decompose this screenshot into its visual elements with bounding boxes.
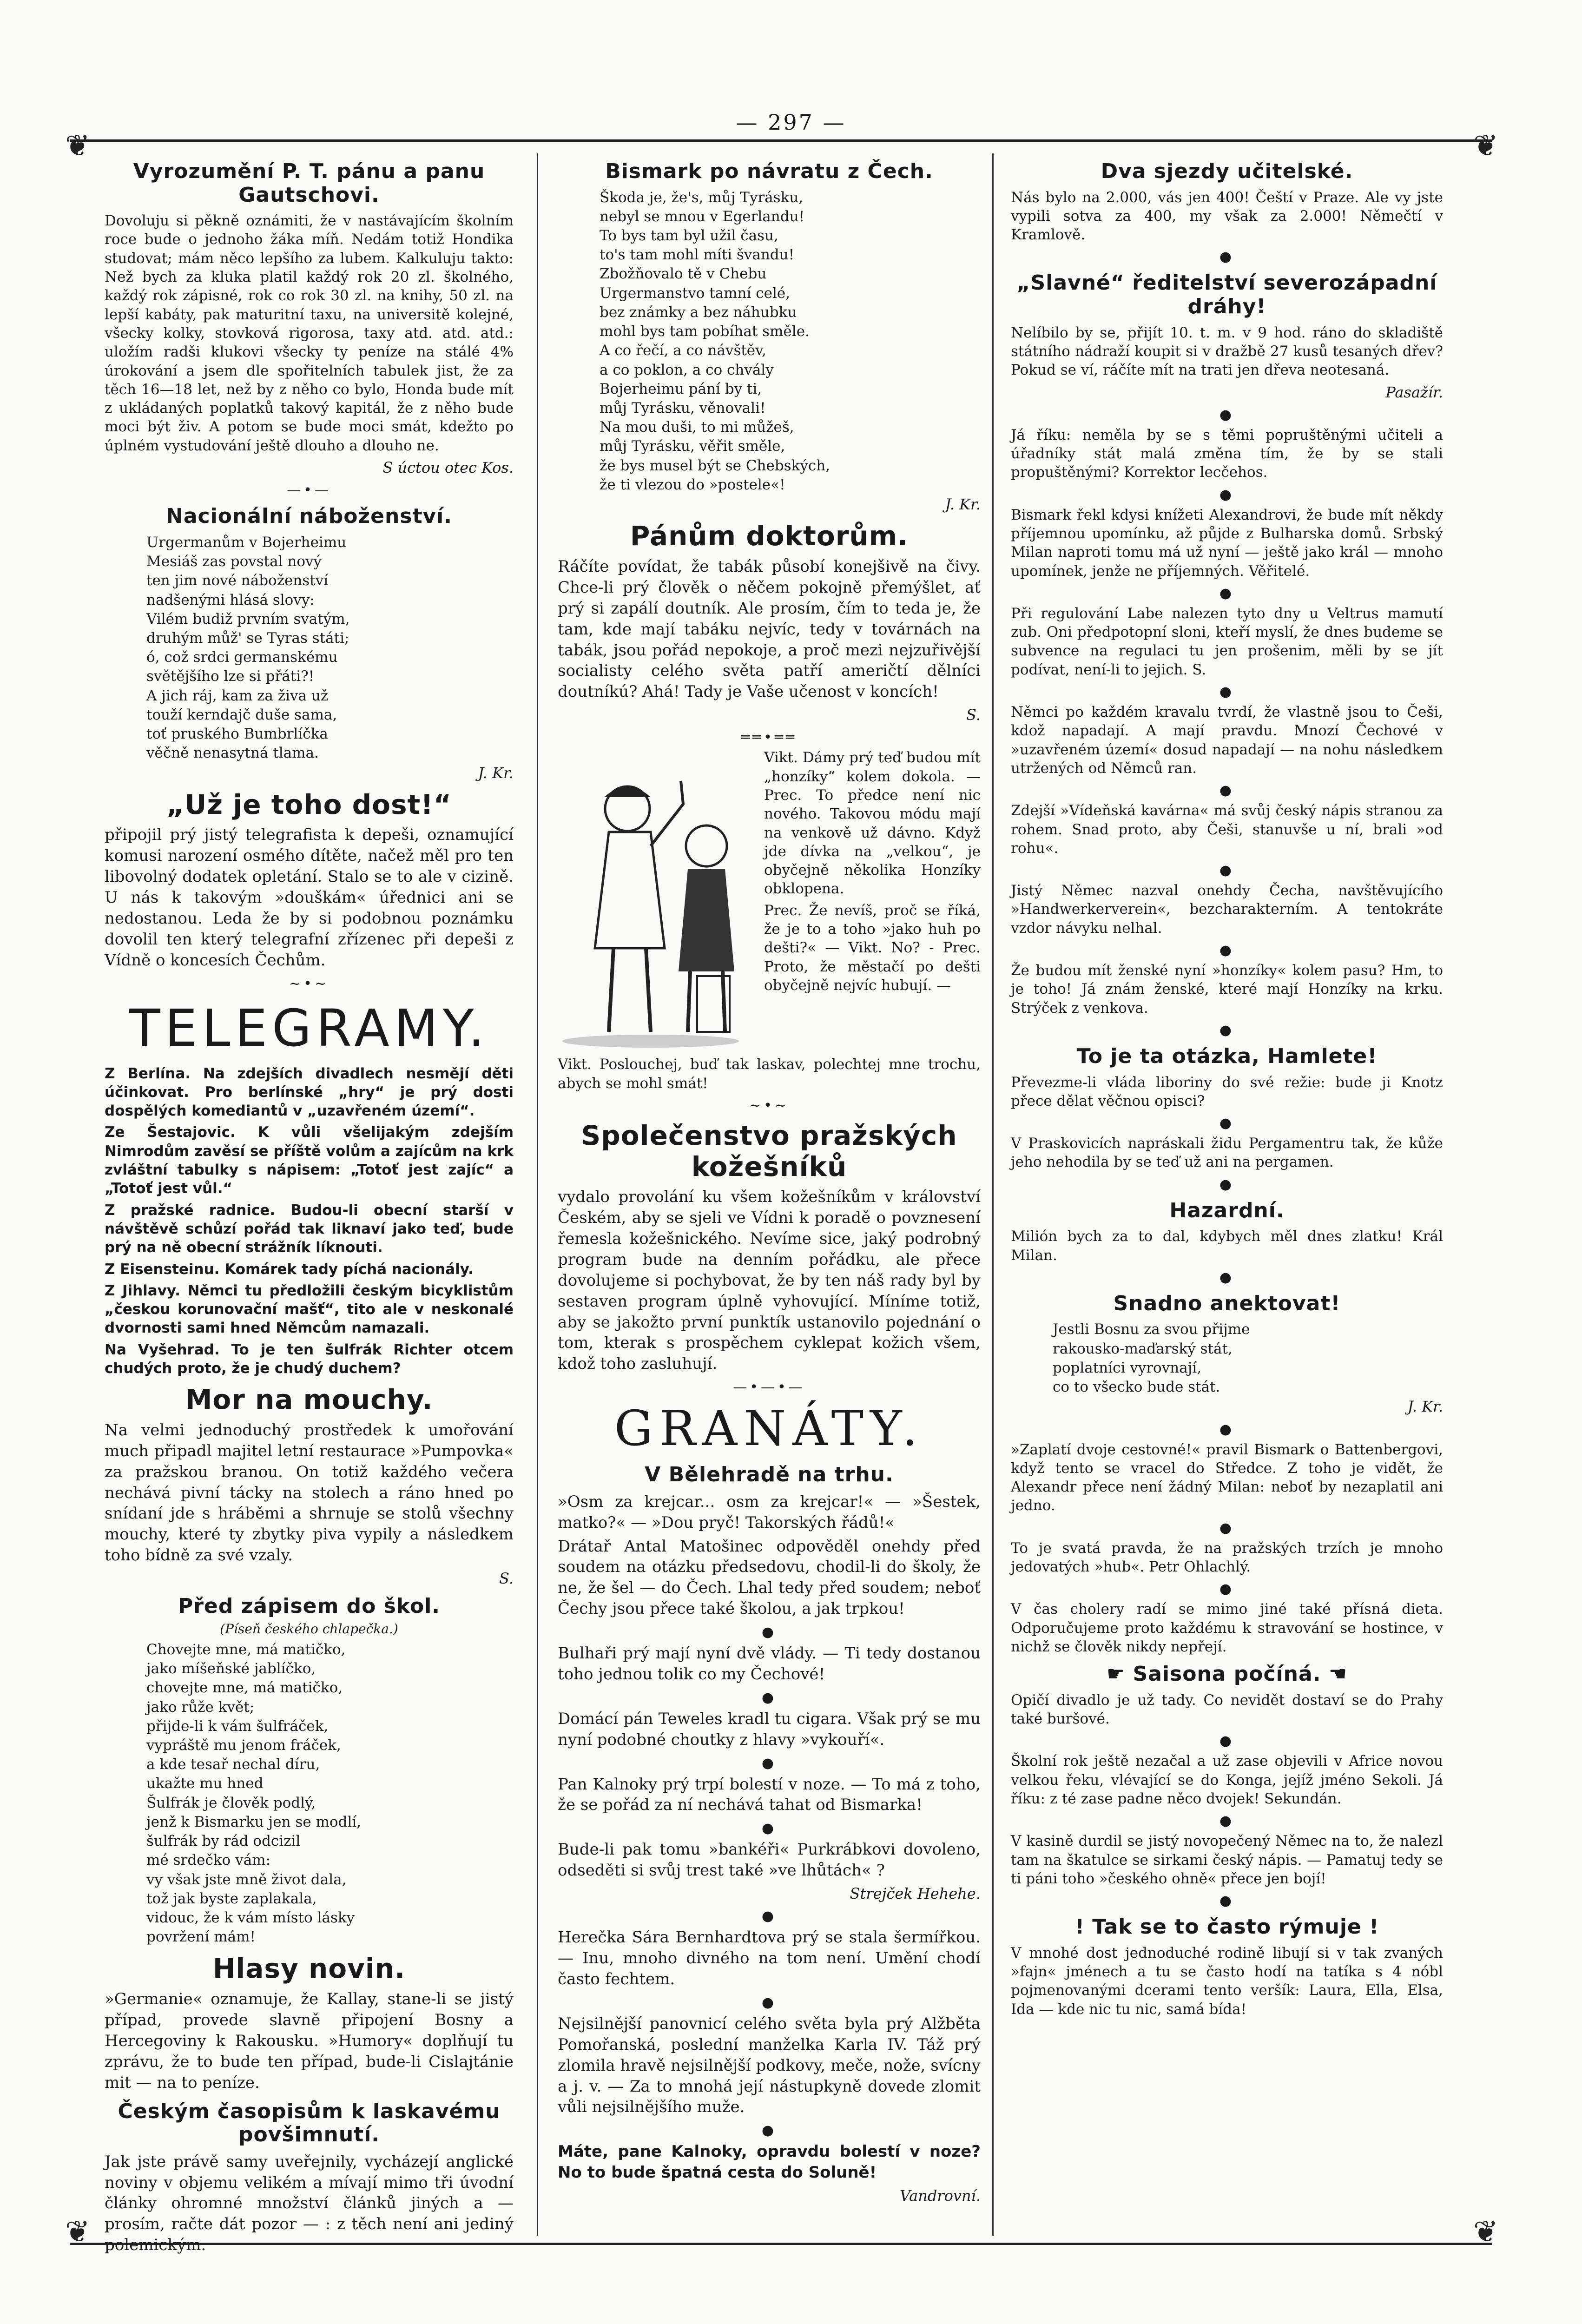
article-signature: S. xyxy=(499,1570,514,1588)
poem xyxy=(105,533,514,763)
cartoon-men-icon xyxy=(558,753,753,1050)
article-text: vydalo provolání ku všem kožešníkům v království Českém, aby se sjeli ve Vídni k poradě o povznesení řemesla kožešnického. Nevíme sice, jaký podrobný program bude na denním pořádku, ale přece dovolujeme si pochybovat, že by ten náš rady byl by sestaven program úplně vyhovující. Míníme totiž, aby se jakožto první punktík ustanovilo pojednání o tom, kterak s prospěchem cyklepat kožich všem, kdož toho zasluhují. xyxy=(558,1188,981,1373)
poem-line: co to všecko bude stát. xyxy=(1053,1379,1220,1396)
article-text: Drátař Antal Matošinec odpověděl onehdy před soudem na otázku předsedovu, chodil-li do školy, že ne, že šel — do Čech. Lhal tedy před soudem; neboť Čechy jsou přece také školou, a jak trpkou! xyxy=(558,1537,981,1618)
poem-line: že ti vlezou do »postele«! xyxy=(600,476,785,493)
bomb-icon: ● xyxy=(1219,862,1235,879)
bomb-icon: ● xyxy=(761,1908,777,1925)
poem-line: vidouc, že k vám místo lásky xyxy=(146,1909,355,1926)
article-text: V kasině durdil se jistý novopečený Němec na to, že nalezl tam na škatulce se sirkami český nápis. — Pamatuj tedy se ti páni toho »českého ohně« přece jen bojí! xyxy=(1011,1833,1443,1887)
bomb-icon: ● xyxy=(1219,1733,1235,1750)
poem-line: mohl bys tam pobíhat směle. xyxy=(600,323,810,340)
bomb-icon: ● xyxy=(1219,1115,1235,1132)
telegram-item: Ze Šestajovic. K vůli všelijakým zdejším Nimrodům zavěsí se příště volům a zajícům na krk zvláštní tabulky s nápisem: „Totoť jest zajíc“ a „Totoť jest vůl.“ xyxy=(105,1124,514,1197)
bomb-icon: ● xyxy=(1219,1581,1235,1598)
divider-ornament-icon: ~•~ xyxy=(749,1097,789,1114)
telegram-item: Z Eisensteinu. Komárek tady píchá nacionály. xyxy=(105,1261,474,1278)
corner-ornament-icon: ❦ xyxy=(65,2215,90,2249)
poem-line: Mesiáš zas povstal nový xyxy=(146,553,322,570)
article-text: Já říku: neměla by se s těmi popruštěnými učiteli a úřadníky stát malá změna tím, že by se stali propuštěnými? Korrektor lecčehos. xyxy=(1011,426,1443,481)
bomb-icon: ● xyxy=(1219,1421,1235,1438)
article-signature: J. Kr. xyxy=(1407,1398,1443,1416)
article-title: Vyrozumění P. T. pánu a panu Gautschovi. xyxy=(133,159,485,207)
article-text: Jistý Němec nazval onehdy Čecha, navštěvujícího »Handwerkerverein«, bezcharakterním. A tentokráte vzdor návyku nelhal. xyxy=(1011,882,1443,937)
poem-line: Urgermanstvo tamní celé, xyxy=(600,284,791,302)
poem-line: Chovejte mne, má matičko, xyxy=(146,1641,346,1658)
bomb-icon: ● xyxy=(1219,942,1235,959)
article-text: Bude-li pak tomu »bankéři« Purkrábkovi dovoleno, odseděti si svůj trest také »ve lhůtách« ? xyxy=(558,1840,981,1880)
article-text: Němci po každém kravalu tvrdí, že vlastně jsou to Češi, kdož napadají. A mají pravdu. Mnozí Čechové v »uzavřeném území« dosud napadají — na nohu následkem utržených od Němců ran. xyxy=(1011,704,1443,777)
poem-line: věčně nenasytná tlama. xyxy=(146,745,319,762)
column-rule xyxy=(992,153,994,2236)
poem-line: bez známky a bez náhubku xyxy=(600,304,797,321)
dialogue-text: Vikt. Poslouchej, buď tak laskav, polechtej mne trochu, abych se mohl smát! xyxy=(558,1056,981,1092)
bomb-icon: ● xyxy=(1219,1519,1235,1536)
article-title: Společenstvo pražských kožešníků xyxy=(581,1119,957,1182)
bomb-icon: ● xyxy=(1219,1176,1235,1193)
article-text: »Germanie« oznamuje, že Kallay, stane-li se jistý případ, provede slavně připojení Bosny a Hercegoviny k Rakousku. »Humory« doplňují tu zprávu, že to bude ten případ, bude-li Cislajtánie mit — na to peníze. xyxy=(105,1990,514,2092)
poem-line: A co řečí, a co návštěv, xyxy=(600,342,766,359)
article-title xyxy=(1011,1663,1443,1686)
article-text: Domácí pán Teweles kradl tu cigara. Však prý se mu nyní podobné choutky z hlavy »vykouří«. xyxy=(558,1709,981,1749)
poem-line: a co poklon, a co chvály xyxy=(600,361,774,378)
article-title: Hazardní. xyxy=(1169,1198,1285,1222)
dialogue-text: Prec. Že nevíš, proč se říká, že je to a toho »jako huh po dešti?« — Vikt. No? - Prec. Proto, že městačí po dešti obyčejně nejvíc hubují. — xyxy=(764,902,981,994)
poem-line: Na mou duši, to mi můžeš, xyxy=(600,419,794,436)
poem-line: šulfrák by rád odcizil xyxy=(146,1833,301,1850)
poem-line: jako míšeňské jablíčko, xyxy=(146,1660,316,1677)
bomb-icon: ● xyxy=(1219,585,1235,601)
article-text: Pan Kalnoky prý trpí bolestí v noze. — To má z toho, že se pořád za ní nechává tahat od Bismarka! xyxy=(558,1775,981,1815)
article-title: Dva sjezdy učitelské. xyxy=(1101,159,1353,183)
bomb-icon: ● xyxy=(1219,486,1235,503)
bomb-icon: ● xyxy=(1219,1022,1235,1038)
bomb-icon: ● xyxy=(1219,1893,1235,1909)
article-signature: Strejček Hehehe. xyxy=(850,1885,981,1903)
article-text: Máte, pane Kalnoky, opravdu bolestí v noze? No to bude špatná cesta do Soluně! xyxy=(558,2142,981,2182)
poem-line: ó, což srdci germanskému xyxy=(146,649,338,666)
poem xyxy=(558,188,981,495)
article-text: Dovoluju si pěkně oznámiti, že v nastávajícím školním roce bude o jednoho žáka míň. Nedám totiž Hondika studovat; mám něco lepšího za lubem. Kalkuluju takto: Než bych za kluka platil každý rok 20 zl. školného, každý rok zápisné, rok co rok 30 zl. na knihy, 50 zl. na lepší kabáty, pak maturitní taxu, na universitě kolejné, všecky kolky, stovková rigorosa, taxy atd. atd. atd.: uložím radši klukovi všecky ty peníze na stálé 4% úrokování a jsem dle spořitelních tabulek jist, že za těch 16—18 let, než by z něho co bylo, Honda bude mít z ukládaných poplatků takový kapitál, že z něho bude moci být živ. A potom se bude moci smát, kdežto po úplném vystudování ještě dlouho a dlouho ne. xyxy=(105,212,514,454)
bomb-icon: ● xyxy=(1219,782,1235,799)
article-text: Herečka Sára Bernhardtova prý se stala šermířkou. — Inu, mnoho divného na tom není. Umění chodí často fechtem. xyxy=(558,1928,981,1989)
article-title: Českým časopisům k laskavému povšimnutí. xyxy=(118,2099,501,2147)
article-text: Ráčíte povídat, že tabák působí konejšivě na čivy. Chce-li prý člověk o něčem pokojně přemýšlet, ať prý si zapálí doutník. Ale prosím, čím to teda je, že tam, kde mají tabáku nejvíc, tedy v továrnách na tabák, jsou pořád nepokoje, a proč mezi nejzuřivější socialisty celého světa patří američtí dělníci doutníkú? Ahá! Tady je Vaše učenost v koncích! xyxy=(558,557,981,701)
article-signature: J. Kr. xyxy=(478,764,514,782)
dialogue-text: Vikt. Dámy prý teď budou mít „honzíky“ kolem dokola. — Prec. To předce není nic nového. Takovou módu mají na venkově už dávno. Když jde dívka na „velkou“, je obyčejně několika Honzíky obklopena. xyxy=(764,749,981,898)
poem xyxy=(1011,1320,1443,1397)
column-3 xyxy=(1011,153,1443,2233)
divider-ornament-icon: ══•══ xyxy=(741,729,797,746)
poem-line: Urgermanům v Bojerheimu xyxy=(146,534,347,551)
corner-ornament-icon: ❦ xyxy=(1473,129,1498,163)
poem-line: toť pruského Bumbrlíčka xyxy=(146,726,328,743)
article-text: V Praskovicích napráskali židu Pergamentru tak, že kůže jeho nehodila by se teď už ani na pergamen. xyxy=(1011,1135,1443,1171)
section-title: TELEGRAMY. xyxy=(129,998,489,1058)
article-title: Snadno anektovat! xyxy=(1113,1291,1341,1315)
article-text: »Osm za krejcar... osm za krejcar!« — »Šestek, matko?« — »Dou pryč! Takorských řádů!« xyxy=(558,1492,981,1532)
poem-line: světějšího lze si přáti?! xyxy=(146,668,315,685)
bomb-icon: ● xyxy=(1219,249,1235,265)
poem-line: Jestli Bosnu za svou přijme xyxy=(1053,1321,1250,1338)
article-title: V Bělehradě na trhu. xyxy=(645,1463,894,1487)
bomb-icon: ● xyxy=(761,1755,777,1771)
article-text: To je svatá pravda, že na pražských trzích je mnoho jedovatých »hub«. Petr Ohlachlý. xyxy=(1011,1539,1443,1576)
poem-line: mé srdečko vám: xyxy=(146,1852,271,1869)
divider-ornament-icon: ~•~ xyxy=(289,975,329,992)
telegram-item: Z Berlína. Na zdejších divadlech nesmějí děti účinkovat. Pro berlínské „hry“ je prý dosti dospělých komediantů v „uzavřeném území“. xyxy=(105,1065,514,1120)
poem-line: Vilém budiž prvním svatým, xyxy=(146,610,350,627)
poem-line: můj Tyrásku, věřit směle, xyxy=(600,438,785,455)
poem-line: přijde-li k vám šulfráček, xyxy=(146,1717,329,1735)
article-text: Zdejší »Vídeňská kavárna« má svůj český nápis stranou za rohem. Snad proto, aby Češi, stanuvše u ní, brali »od rohu«. xyxy=(1011,802,1443,857)
article-text: Nás bylo na 2.000, vás jen 400! Čeští v Praze. Ale vy jste vypili sotva za 400, my však za 2.000! Němečtí v Kramlově. xyxy=(1011,189,1443,244)
article-text: Bismark řekl kdysi knížeti Alexandrovi, že bude mít někdy příjemnou upomínku, až půjde z Bulharska domů. Srbský Milan naproti tomu má už nyní — ještě jako král — mnoho upomínek, jenže ne příjemných. Věřitelé. xyxy=(1011,506,1443,580)
article-text: Opičí divadlo je už tady. Co nevidět dostaví se do Prahy také buršové. xyxy=(1011,1691,1443,1728)
article-title: Bismark po návratu z Čech. xyxy=(605,159,933,183)
bomb-icon: ● xyxy=(761,1624,777,1641)
article-text: Nelíbilo by se, přijít 10. t. m. v 9 hod. ráno do skladiště státního nádraží koupit si v dražbě 27 kusů tesaných dřev? Pokud se ví, ráčíte mít na trati jen dřeva neotesaná. xyxy=(1011,324,1443,379)
poem-line: vypráště mu jenom fráček, xyxy=(146,1737,341,1754)
article-title: Nacionální náboženství. xyxy=(166,504,452,528)
divider-ornament-icon: —•— xyxy=(287,482,331,499)
article-text: Bulhaři prý mají nyní dvě vlády. — Ti tedy dostanou toho jednou tolik co my Čechové! xyxy=(558,1644,981,1684)
article-title: Pánům doktorům. xyxy=(630,520,909,552)
telegram-item: Na Vyšehrad. To je ten šulfrák Richter otcem chudých proto, že je chudý duchem? xyxy=(105,1341,514,1377)
page-number: — 297 — xyxy=(736,110,846,135)
bomb-icon: ● xyxy=(1219,684,1235,700)
article-title-text: Saisona počíná. xyxy=(1133,1662,1321,1686)
article-text: Nejsilnější panovnicí celého světa byla prý Alžběta Pomořanská, poslední manželka Karla IV. Táž prý zlomila hravě nejsilnější podkovy, meče, nože, svícny a j. v. — Za to mnohá její nástupkyně dovede zlomit vůli nejsilnějšího muže. xyxy=(558,2014,981,2117)
poem-line: ten jim nové náboženství xyxy=(146,572,329,589)
article-text: Milión bych za to dal, kdybych měl dnes zlatku! Král Milan. xyxy=(1011,1228,1443,1264)
poem-line: vy však jste mně život dala, xyxy=(146,1871,347,1888)
article-title: To je ta otázka, Hamlete! xyxy=(1076,1044,1378,1068)
bomb-icon: ● xyxy=(761,2122,777,2139)
telegram-item: Z Jihlavy. Němci tu předložili českým bicyklistům „českou korunovační mašť“, tito ale v neskonalé dvornosti sami hned Němcům namazali. xyxy=(105,1282,514,1337)
column-1 xyxy=(105,153,514,2255)
bomb-icon: ● xyxy=(761,1820,777,1837)
poem-line: můj Tyrásku, věnovali! xyxy=(600,400,766,416)
article-text: Jak jste právě samy uveřejnily, vycházejí anglické noviny v objemu velikém a mívají mimo tři úvodní články ohromné množství článků jiných a — prosím, račte dát pozor — : z těch není ani jediný polemickým. xyxy=(105,2152,514,2255)
poem-line: povržení mám! xyxy=(146,1928,256,1946)
article-subtitle: (Píseň českého chlapečka.) xyxy=(220,1621,398,1637)
poem-line: nadšenými hlásá slovy: xyxy=(146,591,315,608)
article-text: V mnohé dost jednoduché rodině libují si v tak zvaných »fajn« jménech a tu se často hodí na tatíka s 4 nóbl pojmenovanými dcerami tento veršík: Laura, Ella, Elsa, Ida — kde nic tu nic, samá bída! xyxy=(1011,1944,1443,2018)
poem-line: že bys musel být se Chebských, xyxy=(600,457,831,474)
poem-line: touží kerndajč duše sama, xyxy=(146,706,337,723)
poem xyxy=(105,1640,514,1947)
article-title: Před zápisem do škol. xyxy=(178,1594,441,1618)
article-text: »Zaplatí dvoje cestovné!« pravil Bismark o Battenbergovi, když tento se vracel do Středce. Z toho je vidět, že Alexandr přece není žádný Milan: neboť by nezaplatil ani jedno. xyxy=(1011,1441,1443,1514)
corner-ornament-icon: ❦ xyxy=(1473,2215,1498,2249)
section-title: GRANÁTY. xyxy=(614,1400,924,1457)
article-signature: Vandrovní. xyxy=(900,2187,981,2205)
article-title: Hlasy novin. xyxy=(212,1953,406,1985)
poem-line: tož jak byste zaplakala, xyxy=(146,1890,317,1907)
poem-line: nebyl se mnou v Egerlandu! xyxy=(600,208,805,225)
article-text: Že budou mít ženské nyní »honzíky« kolem pasu? Hm, to je toho! Já znám ženské, které mají Honzíky na krku. Strýček z venkova. xyxy=(1011,962,1443,1017)
bomb-icon: ● xyxy=(761,1994,777,2011)
article-title: ! Tak se to často rýmuje ! xyxy=(1074,1915,1379,1939)
poem-line: chovejte mne, má matičko, xyxy=(146,1679,343,1697)
article-signature: Pasažír. xyxy=(1385,383,1443,401)
poem-line: rakousko-maďarský stát, xyxy=(1053,1340,1233,1357)
article-signature: S. xyxy=(966,706,981,724)
poem-line: Šulfrák je člověk podlý, xyxy=(146,1794,316,1811)
article-title: „Slavné“ ředitelství severozápadní dráhy! xyxy=(1016,271,1437,319)
article-text: Při regulování Labe nalezen tyto dny u Veltrus mamutí zub. Oni předpotopní sloni, kteří myslí, že dnes budeme se subvence na regulaci tu jen prošenim, měli by se jít podívat, není-li to jejich. S. xyxy=(1011,605,1443,678)
article-text: Na velmi jednoduchý prostředek k umořování much připadl majitel letní restaurace »Pumpovka« za pražskou branou. On totiž každého večera nechává pivní tácky na stolech a ráno hned po snídaní jde s hráběmi a shrnuje se stolů všechny mouchy, které ty zbytky piva vypily a následkem toho bídně za své vzaly. xyxy=(105,1420,514,1565)
telegram-item: Z pražské radnice. Budou-li obecní starší v návštěvě schůzí pořád tak liknaví jako teď, bude prý na ně obecní strážník líknouti. xyxy=(105,1202,514,1256)
pointing-hand-icon: ☚ xyxy=(1321,1662,1348,1686)
article-text: V čas cholery radí se mimo jiné také přísná dieta. Odporučujeme proto každému k stravování se hostince, v nichž se člověk nikdy nepřejí. xyxy=(1011,1601,1443,1655)
bomb-icon: ● xyxy=(1219,1813,1235,1829)
poem-line: ukažte mu hned xyxy=(146,1775,264,1792)
corner-ornament-icon: ❦ xyxy=(65,129,90,163)
article-text: Školní rok ještě nezačal a už zase objevili v Africe novou velkou řeku, vlévající se do Konga, jejíž jméno Sekoli. Já říku: z té zase padne něco dvojek! Sekundán. xyxy=(1011,1753,1443,1808)
pointing-hand-icon: ☛ xyxy=(1106,1662,1133,1686)
poem-line: Zbožňovalo tě v Chebu xyxy=(600,265,767,283)
poem-line: poplatníci vyrovnají, xyxy=(1053,1359,1202,1376)
divider-ornament-icon: —•—•— xyxy=(733,1379,805,1396)
article-text: Převezme-li vláda liboriny do své režie: bude ji Knotz přece dělat věčnou opisci? xyxy=(1011,1074,1443,1109)
article-title: Mor na mouchy. xyxy=(185,1384,433,1416)
bomb-icon: ● xyxy=(1219,1269,1235,1286)
poem-line: jenž k Bismarku jen se modlí, xyxy=(146,1813,362,1830)
poem-line: Bojerheimu pání by ti, xyxy=(600,380,762,397)
poem-line: jako růže květ; xyxy=(146,1698,255,1716)
poem-line: to's tam mohl míti švandu! xyxy=(600,246,795,264)
poem-line: A jich ráj, kam za živa už xyxy=(146,687,329,704)
article-text: připojil prý jistý telegrafista k depeši, oznamující komusi narození osmého dítěte, načež měl pro ten libovolný dodatek opletání. Stalo se to ale v cizině. U nás k takovým »douškám« úřednici ani se nedostanou. Leda že by si podobnou poznámku dovolil ten který telegrafní zřízenec při depeši z Vídně o koncesích Čechům. xyxy=(105,825,514,970)
bomb-icon: ● xyxy=(1219,406,1235,423)
bomb-icon: ● xyxy=(761,1689,777,1706)
article-signature: S úctou otec Kos. xyxy=(382,459,514,477)
poem-line: a kde tesař nechal díru, xyxy=(146,1756,320,1773)
cartoon-illustration xyxy=(558,753,753,1050)
article-signature: J. Kr. xyxy=(945,495,981,514)
article-title: „Už je toho dost!“ xyxy=(166,788,452,820)
poem-line: To bys tam byl užil času, xyxy=(600,227,778,244)
column-rule xyxy=(537,153,538,2236)
poem-line: druhým můž' se Tyras státi; xyxy=(146,629,349,647)
column-2 xyxy=(558,153,981,2233)
poem-line: Škoda je, že's, můj Tyrásku, xyxy=(600,189,804,206)
